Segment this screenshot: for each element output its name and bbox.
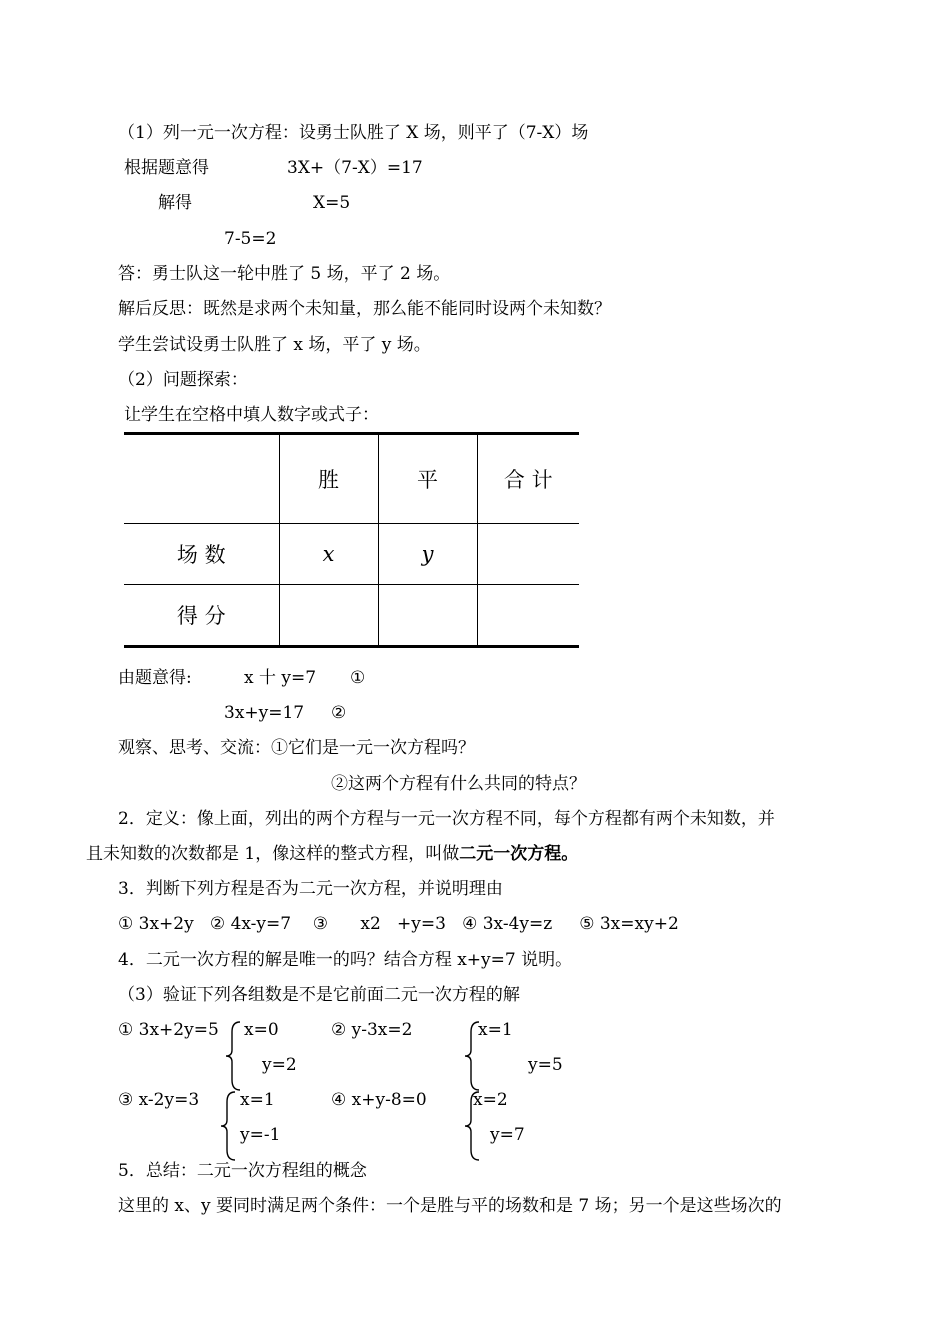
line-by-question: 根据题意得 (124, 158, 209, 178)
table-header-cell: 平 (378, 434, 477, 524)
student-try-line: 学生尝试设勇士队胜了 x 场，平了 y 场。 (118, 335, 431, 355)
verify-4-x: x=2 (473, 1090, 508, 1110)
definition-term: 二元一次方程。 (459, 844, 579, 864)
observe-line-2: ②这两个方程有什么共同的特点？ (331, 774, 586, 794)
brace-icon (219, 1090, 237, 1162)
question-4: 4．二元一次方程的解是唯一的吗？结合方程 x+y=7 说明。 (118, 950, 573, 970)
verify-equation-4: ④ x+y-8=0 (331, 1090, 427, 1110)
table-cell: 得 分 (124, 585, 279, 647)
answer-line: 答：勇士队这一轮中胜了 5 场，平了 2 场。 (118, 264, 451, 284)
verify-equation-2: ② y-3x=2 (331, 1020, 413, 1040)
table-cell (477, 585, 579, 647)
verify-equation-3: ③ x-2y=3 (118, 1090, 200, 1110)
verify-1-x: x=0 (244, 1020, 279, 1040)
equation-1: x 十 y=7 (244, 668, 317, 688)
verify-title: （3）验证下列各组数是不是它前面二元一次方程的解 (118, 985, 520, 1005)
verify-3-y: y=-1 (240, 1125, 281, 1145)
equation-1-mark: ① (350, 668, 366, 688)
table-header-cell: 合 计 (477, 434, 579, 524)
equation-2: 3x+y=17 (224, 703, 305, 723)
score-table (124, 432, 579, 648)
table-cell: x (279, 524, 378, 585)
verify-2-x: x=1 (478, 1020, 513, 1040)
subtraction: 7-5=2 (224, 229, 277, 249)
definition-text: 且未知数的次数都是 1，像这样的整式方程，叫做 (86, 844, 460, 864)
table-row (124, 585, 579, 647)
reflection-line: 解后反思：既然是求两个未知量，那么能不能同时设两个未知数？ (118, 299, 611, 319)
line-solve: 解得 (158, 193, 192, 213)
table-header-cell (124, 434, 279, 524)
judge-items: ① 3x+2y ② 4x-y=7 ③ x2 +y=3 ④ 3x-4y=z ⑤ 3x=xy+2 (118, 914, 679, 934)
judge-title: 3．判断下列方程是否为二元一次方程，并说明理由 (118, 879, 503, 899)
table-header-row (124, 434, 579, 524)
problem-explore: （2）问题探索： (118, 370, 248, 390)
equation-2-mark: ② (331, 703, 347, 723)
fill-instruction: 让学生在空格中填人数字或式子： (124, 405, 379, 425)
table-cell: y (378, 524, 477, 585)
verify-4-y: y=7 (490, 1125, 525, 1145)
equation-3x: 3X+（7-X）=17 (287, 158, 423, 178)
table-header-cell: 胜 (279, 434, 378, 524)
table-cell: 场 数 (124, 524, 279, 585)
table-row (124, 524, 579, 585)
line-setup: （1）列一元一次方程：设勇士队胜了 X 场，则平了（7-X）场 (118, 123, 589, 143)
solution-x: X=5 (313, 193, 351, 213)
brace-icon (224, 1020, 242, 1092)
equation-intro: 由题意得: (118, 668, 192, 688)
table-cell (477, 524, 579, 585)
observe-line: 观察、思考、交流：①它们是一元一次方程吗？ (118, 738, 475, 758)
summary-title: 5．总结：二元一次方程组的概念 (118, 1161, 367, 1181)
verify-3-x: x=1 (240, 1090, 275, 1110)
definition-line-1: 2．定义：像上面，列出的两个方程与一元一次方程不同，每个方程都有两个未知数，并 (118, 809, 775, 829)
verify-2-y: y=5 (528, 1055, 563, 1075)
table-cell (378, 585, 477, 647)
summary-text: 这里的 x、y 要同时满足两个条件：一个是胜与平的场数和是 7 场；另一个是这些场次的 (118, 1196, 782, 1216)
table-cell (279, 585, 378, 647)
verify-equation-1: ① 3x+2y=5 (118, 1020, 219, 1040)
definition-line-2 (86, 843, 578, 865)
verify-1-y: y=2 (262, 1055, 297, 1075)
